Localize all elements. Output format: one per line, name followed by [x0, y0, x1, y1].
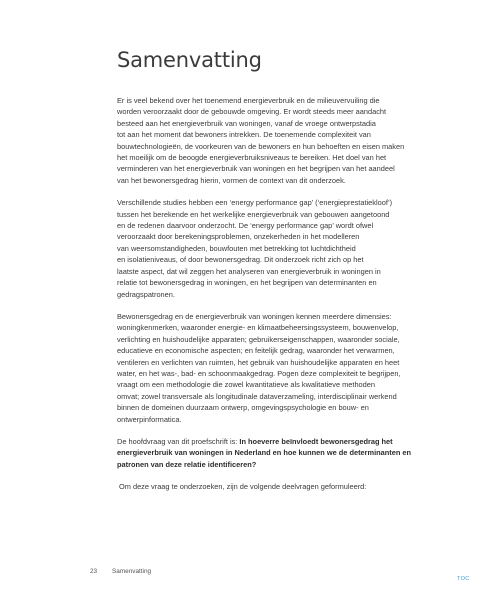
text-line: verlichting en huishoudelijke apparaten; gebruikerseigenschappen, waaronder sociale,	[117, 334, 400, 344]
paragraph-research-question	[117, 436, 412, 470]
text-line: ventileren en verlichten van ruimten, het gebruik van huishoudelijke apparaten en heet	[117, 357, 400, 367]
text-line: en isolatieniveaus, of door bewonersgedrag. Dit onderzoek richt zich op het	[117, 255, 364, 265]
page-footer	[90, 568, 151, 575]
text-line: en de redenen daarvoor onderzocht. De ‘energy performance gap’ wordt ofwel	[117, 221, 374, 231]
text-line: omvat; zowel transversale als longitudinale dataverzameling, interdisciplinair werkend	[117, 391, 397, 401]
text-line: tussen het berekende en het werkelijke energieverbruik van gebouwen aangetoond	[117, 209, 390, 219]
text-line: van weersomstandigheden, bouwfouten met betrekking tot luchtdichtheid	[117, 243, 356, 253]
research-question-bold: energieverbruik van woningen in Nederland en hoe kunnen we de determinanten en	[117, 448, 412, 458]
text-line: Verschillende studies hebben een ‘energy performance gap’ (‘energieprestatiekloof’)	[117, 198, 393, 208]
text-line: laatste aspect, dat wil zeggen het analyseren van energieverbruik in woningen in	[117, 266, 381, 276]
page-number: 23	[90, 568, 98, 575]
text-line	[117, 436, 399, 447]
toc-link[interactable]: TOC	[457, 576, 470, 582]
text-line: woningkenmerken, waaronder energie- en klimaatbeheersingssysteem, bouwenvelop,	[117, 323, 399, 333]
text-line	[117, 447, 412, 458]
footer-section-title: Samenvatting	[112, 568, 152, 575]
text-line: tot aan het moment dat bewoners intrekken. De toenemende complexiteit van	[117, 130, 371, 140]
text-line: vraagt om een methodologie die zowel kwantitatieve als kwalitatieve methoden	[117, 380, 375, 390]
text-line: Er is veel bekend over het toenemend energieverbruik en de milieuvervuiling die	[117, 96, 380, 105]
page-title: Samenvatting	[117, 48, 262, 72]
text-line: het moeilijk om de beoogde energieverbruiksniveaus te bereiken. Het doel van het	[117, 153, 387, 163]
text-line: gedragspatronen.	[117, 289, 175, 299]
research-question-intro: De hoofdvraag van dit proefschrift is:	[117, 436, 240, 446]
text-line: besteed aan het energieverbruik van woningen, vanaf de vroege ontwerpstadia	[117, 118, 376, 128]
text-line: relatie tot bewonersgedrag in woningen, en het begrijpen van determinanten en	[117, 278, 377, 288]
research-question-bold: patronen van deze relatie identificeren?	[117, 459, 257, 469]
text-line	[117, 459, 399, 470]
text-line: water, en het was-, bad- en schoonmaakgedrag. Pogen deze complexiteit te begrijpen,	[117, 368, 401, 378]
text-line: verminderen van het energieverbruik van woningen en het begrijpen van het aandeel	[117, 164, 395, 174]
research-question-bold: In hoeverre beïnvloedt bewonersgedrag het	[239, 436, 393, 446]
text-line: van het bewonersgedrag hierin, vormen de context van dit onderzoek.	[117, 175, 346, 185]
paragraph-context	[117, 95, 405, 186]
body-text	[117, 95, 412, 504]
text-line: binnen de domeinen duurzaam ontwerp, omgevingspsychologie en bouw- en	[117, 403, 369, 413]
text-line: Om deze vraag te onderzoeken, zijn de volgende deelvragen geformuleerd:	[119, 482, 367, 492]
text-line: Bewonersgedrag en de energieverbruik van woningen kennen meerdere dimensies:	[117, 311, 392, 321]
text-line: worden veroorzaakt door de gebouwde omgeving. Er wordt steeds meer aandacht	[117, 107, 387, 117]
text-line: bouwtechnologieën, de voorkeuren van de bewoners en hun behoeften en eisen maken	[117, 141, 405, 151]
paragraph-performance-gap	[117, 197, 399, 300]
paragraph-dimensions	[117, 311, 399, 425]
paragraph-subquestions-intro	[117, 481, 399, 492]
text-line: educatieve en economische aspecten; en feitelijk gedrag, waaronder het verwarmen,	[117, 346, 395, 356]
text-line: veroorzaakt door berekeningsproblemen, onzekerheden in het modelleren	[117, 232, 360, 242]
text-line: ontwerpinformatica.	[117, 414, 182, 424]
